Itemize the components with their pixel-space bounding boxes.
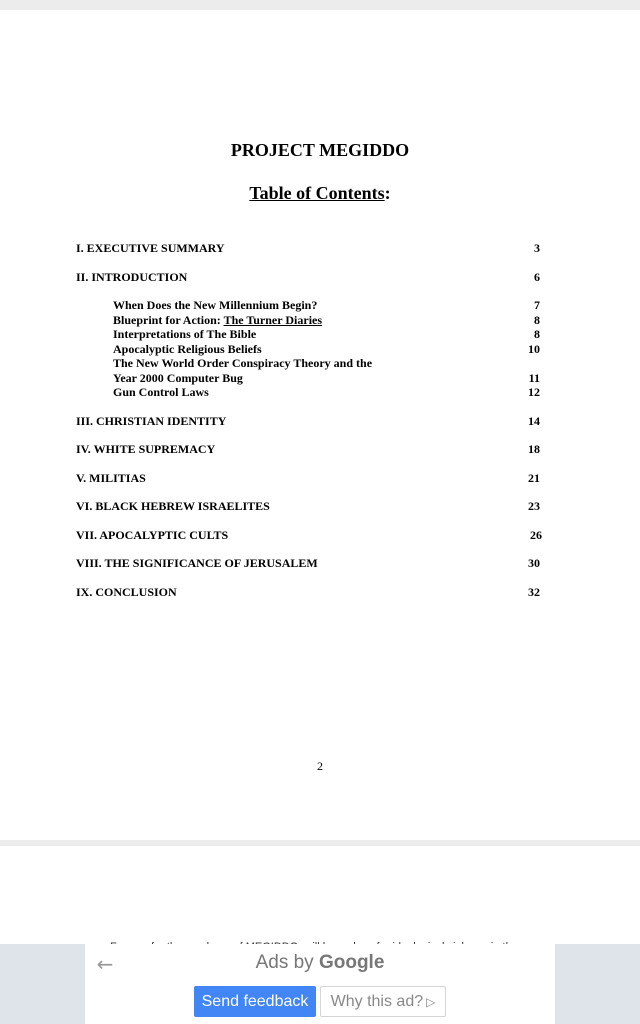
toc-subentry[interactable] [76,298,546,313]
toc-subentry[interactable] [76,327,546,342]
toc-heading [0,183,640,204]
toc-subentry[interactable] [76,342,546,357]
toc-entry-page: 21 [528,470,540,485]
toc-subentry[interactable] [76,371,546,386]
toc-subentry-page: 10 [528,341,540,356]
toc-entry[interactable] [76,241,546,256]
toc-subentry-label: Year 2000 Computer Bug [113,370,243,385]
ad-banner [0,944,640,1024]
toc-entry-page: 26 [530,527,542,542]
table-of-contents [76,241,546,613]
toc-entry[interactable] [76,556,546,571]
toc-entry[interactable] [76,471,546,486]
toc-subentry-label: When Does the New Millennium Begin? [113,298,318,312]
toc-entry[interactable] [76,442,546,457]
toc-entry[interactable] [76,414,546,429]
toc-entry[interactable] [76,585,546,600]
toc-subentry-label: Interpretations of The Bible [113,327,257,341]
toc-entry-page: 3 [534,241,540,255]
google-logo: Google [318,952,385,973]
toc-entry-page: 6 [534,269,540,284]
toc-entry[interactable] [76,270,546,285]
toc-heading-colon: : [384,183,391,203]
why-this-ad-label: Why this ad? [330,993,424,1010]
toc-subentry-page: 8 [534,327,540,341]
ads-by-google [85,952,555,974]
ads-by-label: Ads by [255,952,319,973]
toc-entry[interactable] [76,528,546,543]
arrow-left-icon[interactable]: ← [96,952,114,976]
toc-subentry-page: 8 [534,312,540,327]
toc-subentry-line[interactable] [76,356,546,371]
page-number: 2 [317,759,323,773]
ad-card [85,944,555,1024]
toc-entry-page: 32 [528,584,540,599]
toc-heading-text: Table of Contents [249,183,385,203]
toc-subentry-label: Gun Control Laws [113,385,209,399]
play-outline-icon: ▷ [426,995,436,1009]
toc-entry-label: III. CHRISTIAN IDENTITY [76,413,227,428]
toc-entry-label: IX. CONCLUSION [76,584,177,599]
toc-subentry-label: Apocalyptic Religious Beliefs [113,341,262,356]
toc-subentry-label: The New World Order Conspiracy Theory and the [113,356,373,370]
toc-entry-label: VIII. THE SIGNIFICANCE OF JERUSALEM [76,556,318,570]
toc-entry-label: I. EXECUTIVE SUMMARY [76,241,225,255]
toc-entry-page: 18 [528,442,540,456]
toc-entry-label: V. MILITIAS [76,470,146,485]
send-feedback-button[interactable]: Send feedback [194,986,316,1017]
toc-entry-page: 23 [528,499,540,513]
document-page [0,10,640,840]
toc-subentry-page: 11 [528,370,540,385]
next-page-text [110,936,530,944]
toc-entry-label: IV. WHITE SUPREMACY [76,442,216,456]
turner-diaries-link[interactable]: The Turner Diaries [223,312,323,327]
toc-entry-label: VI. BLACK HEBREW ISRAELITES [76,499,270,513]
toc-subentry[interactable] [76,313,546,328]
toc-subentry-page: 7 [534,298,540,312]
toc-subentry-label: Blueprint for Action: [113,312,224,327]
why-this-ad-button[interactable] [320,986,446,1017]
toc-subentry-page: 12 [528,385,540,399]
toc-entry[interactable] [76,499,546,514]
toc-entry-label: II. INTRODUCTION [76,269,188,284]
toc-entry-label: VII. APOCALYPTIC CULTS [76,527,229,542]
toc-subentry[interactable] [76,385,546,400]
toc-entry-page: 14 [528,413,540,428]
toc-entry-page: 30 [528,556,540,570]
document-title: PROJECT MEGIDDO [230,140,410,160]
